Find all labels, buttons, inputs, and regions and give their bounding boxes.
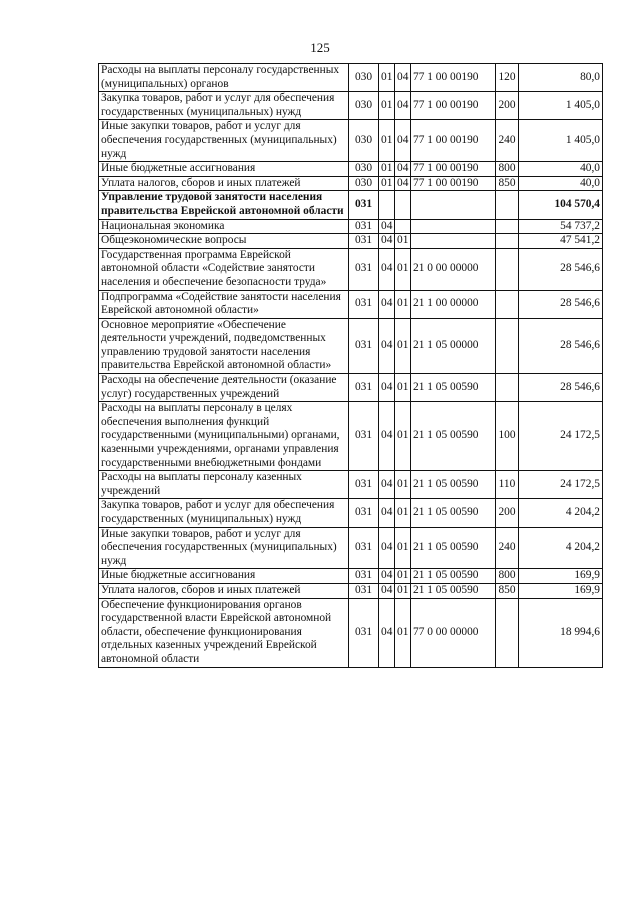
subsection-code-cell: 04: [395, 64, 411, 92]
expense-name-cell: Управление трудовой занятости населения правительства Еврейской автономной области: [99, 191, 349, 219]
expense-type-cell: [496, 248, 519, 290]
target-article-cell: 77 1 00 00190: [411, 64, 496, 92]
table-row: [99, 176, 603, 191]
section-code-cell: 04: [379, 583, 395, 598]
target-article-cell: 77 1 00 00190: [411, 120, 496, 162]
target-article-cell: 21 1 05 00590: [411, 471, 496, 499]
amount-cell: 28 546,6: [519, 290, 603, 318]
expense-type-cell: 850: [496, 583, 519, 598]
grbs-code-cell: 030: [349, 64, 379, 92]
amount-cell: 80,0: [519, 64, 603, 92]
amount-cell: 4 204,2: [519, 499, 603, 527]
target-article-cell: 21 1 05 00590: [411, 569, 496, 584]
amount-cell: 1 405,0: [519, 92, 603, 120]
target-article-cell: 21 1 05 00590: [411, 583, 496, 598]
expense-name-cell: Иные бюджетные ассигнования: [99, 162, 349, 177]
expense-type-cell: 240: [496, 527, 519, 569]
subsection-code-cell: 01: [395, 569, 411, 584]
expense-name-cell: Обеспечение функционирования органов государственной власти Еврейской автономной области, обеспечение функционирования отдельных казенных учреждений Еврейской автономной области: [99, 598, 349, 667]
table-row: [99, 162, 603, 177]
amount-cell: 28 546,6: [519, 248, 603, 290]
expense-name-cell: Иные бюджетные ассигнования: [99, 569, 349, 584]
table-row: [99, 583, 603, 598]
target-article-cell: 21 1 05 00000: [411, 318, 496, 373]
subsection-code-cell: 04: [395, 92, 411, 120]
table-row: [99, 219, 603, 234]
table-row: [99, 248, 603, 290]
expense-type-cell: [496, 219, 519, 234]
subsection-code-cell: 04: [395, 162, 411, 177]
amount-cell: 40,0: [519, 162, 603, 177]
section-code-cell: [379, 191, 395, 219]
target-article-cell: 77 1 00 00190: [411, 176, 496, 191]
grbs-code-cell: 030: [349, 120, 379, 162]
expense-name-cell: Закупка товаров, работ и услуг для обеспечения государственных (муниципальных) нужд: [99, 499, 349, 527]
expense-type-cell: 200: [496, 499, 519, 527]
amount-cell: 104 570,4: [519, 191, 603, 219]
subsection-code-cell: 01: [395, 402, 411, 471]
expense-type-cell: 110: [496, 471, 519, 499]
amount-cell: 28 546,6: [519, 374, 603, 402]
expense-name-cell: Основное мероприятие «Обеспечение деятельности учреждений, подведомственных управлению трудовой занятости населения правительства Еврейской автономной области»: [99, 318, 349, 373]
expense-type-cell: [496, 290, 519, 318]
section-code-cell: 04: [379, 569, 395, 584]
target-article-cell: 77 1 00 00190: [411, 162, 496, 177]
amount-cell: 54 737,2: [519, 219, 603, 234]
target-article-cell: [411, 234, 496, 249]
table-row: [99, 527, 603, 569]
expense-name-cell: Закупка товаров, работ и услуг для обеспечения государственных (муниципальных) нужд: [99, 92, 349, 120]
amount-cell: 169,9: [519, 583, 603, 598]
target-article-cell: 21 0 00 00000: [411, 248, 496, 290]
section-code-cell: 01: [379, 120, 395, 162]
expense-name-cell: Общеэкономические вопросы: [99, 234, 349, 249]
grbs-code-cell: 031: [349, 290, 379, 318]
expense-type-cell: [496, 598, 519, 667]
grbs-code-cell: 031: [349, 527, 379, 569]
subsection-code-cell: [395, 219, 411, 234]
section-code-cell: 01: [379, 176, 395, 191]
subsection-code-cell: 01: [395, 234, 411, 249]
target-article-cell: 21 1 05 00590: [411, 527, 496, 569]
subsection-code-cell: 01: [395, 471, 411, 499]
amount-cell: 169,9: [519, 569, 603, 584]
subsection-code-cell: 01: [395, 318, 411, 373]
grbs-code-cell: 031: [349, 499, 379, 527]
grbs-code-cell: 031: [349, 248, 379, 290]
expense-type-cell: 850: [496, 176, 519, 191]
table-row: [99, 374, 603, 402]
expense-type-cell: 800: [496, 569, 519, 584]
budget-table-body: [99, 64, 603, 668]
subsection-code-cell: 01: [395, 499, 411, 527]
subsection-code-cell: 01: [395, 374, 411, 402]
expense-type-cell: [496, 234, 519, 249]
expense-type-cell: [496, 191, 519, 219]
expense-name-cell: Расходы на выплаты персоналу казенных учреждений: [99, 471, 349, 499]
amount-cell: 1 405,0: [519, 120, 603, 162]
subsection-code-cell: 04: [395, 176, 411, 191]
subsection-code-cell: 01: [395, 527, 411, 569]
table-row: [99, 598, 603, 667]
section-code-cell: 04: [379, 290, 395, 318]
table-row: [99, 290, 603, 318]
section-code-cell: 04: [379, 374, 395, 402]
amount-cell: 18 994,6: [519, 598, 603, 667]
table-row: [99, 234, 603, 249]
table-row: [99, 191, 603, 219]
section-code-cell: 04: [379, 598, 395, 667]
subsection-code-cell: 01: [395, 290, 411, 318]
target-article-cell: 21 1 05 00590: [411, 499, 496, 527]
subsection-code-cell: 01: [395, 583, 411, 598]
expense-type-cell: 120: [496, 64, 519, 92]
expense-type-cell: 240: [496, 120, 519, 162]
section-code-cell: 01: [379, 92, 395, 120]
section-code-cell: 01: [379, 162, 395, 177]
expense-type-cell: 800: [496, 162, 519, 177]
target-article-cell: 77 0 00 00000: [411, 598, 496, 667]
expense-name-cell: Иные закупки товаров, работ и услуг для обеспечения государственных (муниципальных) нужд: [99, 527, 349, 569]
grbs-code-cell: 031: [349, 583, 379, 598]
expense-type-cell: [496, 318, 519, 373]
target-article-cell: 21 1 05 00590: [411, 402, 496, 471]
amount-cell: 28 546,6: [519, 318, 603, 373]
amount-cell: 4 204,2: [519, 527, 603, 569]
grbs-code-cell: 031: [349, 598, 379, 667]
expense-name-cell: Подпрограмма «Содействие занятости населения Еврейской автономной области»: [99, 290, 349, 318]
expense-name-cell: Государственная программа Еврейской автономной области «Содействие занятости населения и обеспечение безопасности труда»: [99, 248, 349, 290]
expense-name-cell: Национальная экономика: [99, 219, 349, 234]
table-row: [99, 471, 603, 499]
target-article-cell: 21 1 05 00590: [411, 374, 496, 402]
target-article-cell: 21 1 00 00000: [411, 290, 496, 318]
amount-cell: 24 172,5: [519, 471, 603, 499]
table-row: [99, 569, 603, 584]
subsection-code-cell: 04: [395, 120, 411, 162]
expense-name-cell: Расходы на обеспечение деятельности (оказание услуг) государственных учреждений: [99, 374, 349, 402]
expense-name-cell: Расходы на выплаты персоналу государственных (муниципальных) органов: [99, 64, 349, 92]
amount-cell: 24 172,5: [519, 402, 603, 471]
section-code-cell: 01: [379, 64, 395, 92]
grbs-code-cell: 031: [349, 374, 379, 402]
table-row: [99, 64, 603, 92]
section-code-cell: 04: [379, 499, 395, 527]
section-code-cell: 04: [379, 248, 395, 290]
section-code-cell: 04: [379, 471, 395, 499]
section-code-cell: 04: [379, 318, 395, 373]
subsection-code-cell: 01: [395, 248, 411, 290]
target-article-cell: [411, 219, 496, 234]
table-row: [99, 318, 603, 373]
grbs-code-cell: 031: [349, 234, 379, 249]
grbs-code-cell: 031: [349, 402, 379, 471]
grbs-code-cell: 031: [349, 191, 379, 219]
table-row: [99, 402, 603, 471]
table-row: [99, 92, 603, 120]
expense-name-cell: Уплата налогов, сборов и иных платежей: [99, 176, 349, 191]
grbs-code-cell: 030: [349, 162, 379, 177]
section-code-cell: 04: [379, 234, 395, 249]
expense-name-cell: Уплата налогов, сборов и иных платежей: [99, 583, 349, 598]
subsection-code-cell: 01: [395, 598, 411, 667]
subsection-code-cell: [395, 191, 411, 219]
target-article-cell: [411, 191, 496, 219]
target-article-cell: 77 1 00 00190: [411, 92, 496, 120]
section-code-cell: 04: [379, 402, 395, 471]
grbs-code-cell: 031: [349, 219, 379, 234]
page-number: 125: [310, 40, 330, 55]
table-row: [99, 499, 603, 527]
grbs-code-cell: 031: [349, 569, 379, 584]
section-code-cell: 04: [379, 527, 395, 569]
grbs-code-cell: 030: [349, 176, 379, 191]
grbs-code-cell: 031: [349, 471, 379, 499]
expense-name-cell: Иные закупки товаров, работ и услуг для обеспечения государственных (муниципальных) нужд: [99, 120, 349, 162]
budget-table: [98, 63, 603, 668]
table-row: [99, 120, 603, 162]
grbs-code-cell: 030: [349, 92, 379, 120]
amount-cell: 47 541,2: [519, 234, 603, 249]
grbs-code-cell: 031: [349, 318, 379, 373]
expense-type-cell: [496, 374, 519, 402]
expense-type-cell: 200: [496, 92, 519, 120]
expense-type-cell: 100: [496, 402, 519, 471]
section-code-cell: 04: [379, 219, 395, 234]
expense-name-cell: Расходы на выплаты персоналу в целях обеспечения выполнения функций государственными (муниципальными) органами, казенными учреждениями, органами управления государственными внебюджетными фондами: [99, 402, 349, 471]
amount-cell: 40,0: [519, 176, 603, 191]
